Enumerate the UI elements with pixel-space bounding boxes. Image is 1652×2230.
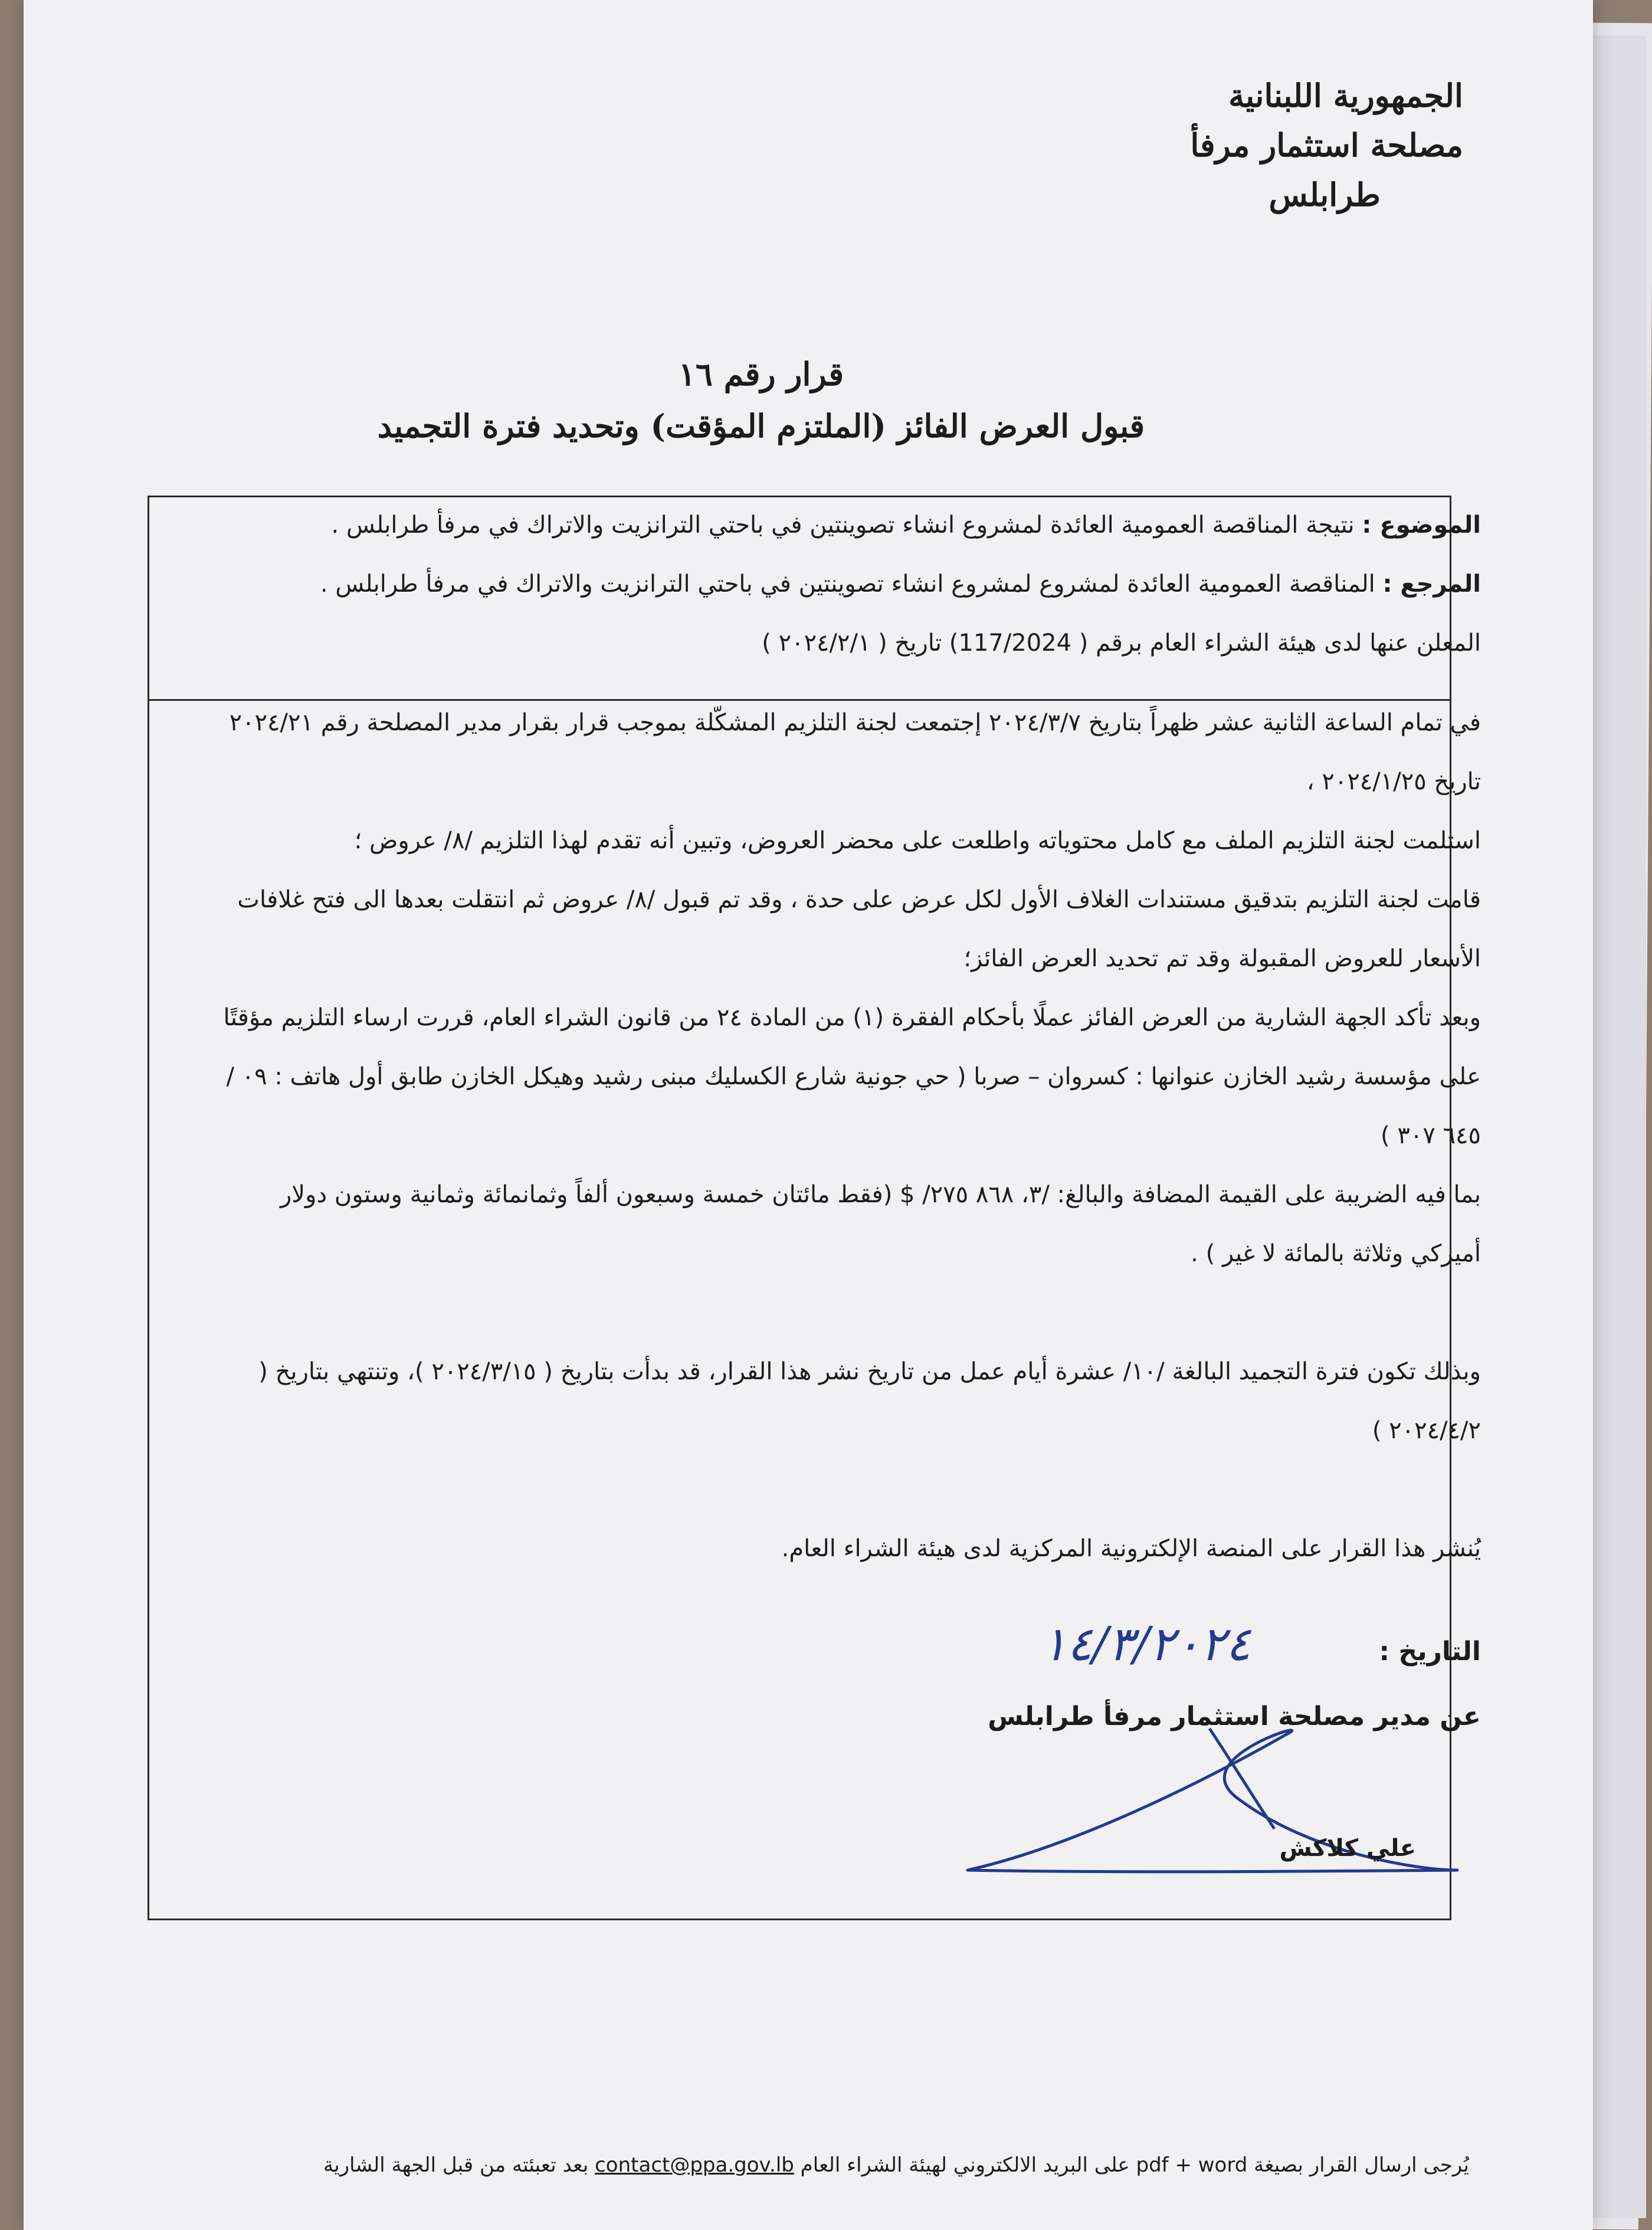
signature-scribble (956, 1711, 1463, 1906)
paragraph-checked: قامت لجنة التلزيم بتدقيق مستندات الغلاف الأول لكل عرض على حدة ، وقد تم قبول /٨/ عروض ثم انتقلت بعدها الى فتح غلافات الأسعار للعروض المقبولة وقد تم تحديد العرض الفائز؛ (237, 886, 1481, 972)
paragraph-publish: يُنشر هذا القرار على المنصة الإلكترونية المركزية لدى هيئة الشراء العام. (781, 1535, 1481, 1562)
date-label: التاريخ : (1379, 1637, 1481, 1667)
subject-section (212, 496, 1481, 673)
paragraph-freeze-period: وبذلك تكون فترة التجميد البالغة /١٠/ عشرة أيام عمل من تاريخ نشر هذا القرار، قد بدأت بتاريخ ( ٢٠٢٤/٣/١٥ )، وتنتهي بتاريخ ( ٢٠٢٤/٤/٢ ) (258, 1358, 1481, 1444)
paragraph-amount: بما فيه الضريبة على القيمة المضافة والبالغ: /٣، ٨٦٨ ٢٧٥/ $ (فقط مائتان خمسة وسبعون ألفاً وثمانمائة وثمانية وستون دولار أميركي وثلاثة بالمائة لا غير ) . (280, 1181, 1481, 1267)
subject-line (212, 496, 1481, 555)
letterhead-republic: الجمهورية اللبنانية (1228, 77, 1463, 114)
decision-body (212, 693, 1481, 1578)
footer-text-after: بعد تعبئته من قبل الجهة الشارية (323, 2153, 589, 2177)
spacer (212, 1283, 1481, 1342)
letterhead (932, 71, 1463, 219)
footer-email-link[interactable]: contact@ppa.gov.lb (595, 2153, 794, 2177)
paragraph-meeting: في تمام الساعة الثانية عشر ظهراً بتاريخ ٢٠٢٤/٣/٧ إجتمعت لجنة التلزيم المشكّلة بموجب قرار بقرار مدير المصلحة رقم ٢٠٢٤/٢١ تاريخ ٢٠٢٤/١/٢٥ ، (229, 709, 1481, 795)
decision-title: قبول العرض الفائز (الملتزم المؤقت) وتحديد فترة التجميد (377, 407, 1145, 445)
spacer (212, 1460, 1481, 1519)
handwritten-date: ١٤/٣/٢٠٢٤ (1041, 1616, 1251, 1671)
letterhead-authority: مصلحة استثمار مرفأ (1190, 126, 1463, 164)
footer-note (112, 2147, 1469, 2183)
on-behalf-line: عن مدير مصلحة استثمار مرفأ طرابلس (988, 1701, 1481, 1731)
reference-line (212, 555, 1481, 614)
reference-label: المرجع : (1382, 570, 1481, 598)
decision-number: قرار رقم ١٦ (678, 355, 844, 393)
reference-text: المناقصة العمومية العائدة لمشروع لمشروع انشاء تصوينتين في باحتي الترانزيت والاتراك في مرفأ طرابلس . (320, 570, 1375, 598)
footer-text: يُرجى ارسال القرار بصيغة pdf + word على البريد الالكتروني لهيئة الشراء العام (800, 2153, 1469, 2177)
paragraph-award: وبعد تأكد الجهة الشارية من العرض الفائز عملًا بأحكام الفقرة (١) من المادة ٢٤ من قانون الشراء العام، قررت ارساء التلزيم مؤقتًا على مؤسسة رشيد الخازن عنوانها : كسروان – صربا ( حي جونية شارع الكسليك مبنى رشيد وهيكل الخازن طابق أول هاتف : ٠٩ / ٦٤٥ ٣٠٧ ) (223, 1004, 1481, 1149)
decision-heading (0, 348, 1522, 452)
reference-line-2: المعلن عنها لدى هيئة الشراء العام برقم ( 117/2024) تاريخ ( ٢٠٢٤/٢/١ ) (762, 629, 1481, 657)
subject-label: الموضوع : (1362, 511, 1481, 539)
signer-name: علي كلاكش (1279, 1835, 1416, 1862)
subject-text: نتيجة المناقصة العمومية العائدة لمشروع انشاء تصوينتين في باحتي الترانزيت والاتراك في مرفأ طرابلس . (331, 511, 1355, 539)
paragraph-received: استلمت لجنة التلزيم الملف مع كامل محتوياته واطلعت على محضر العروض، وتبين أنه تقدم لهذا التلزيم /٨/ عروض ؛ (354, 827, 1481, 854)
letterhead-city: طرابلس (1268, 176, 1381, 214)
